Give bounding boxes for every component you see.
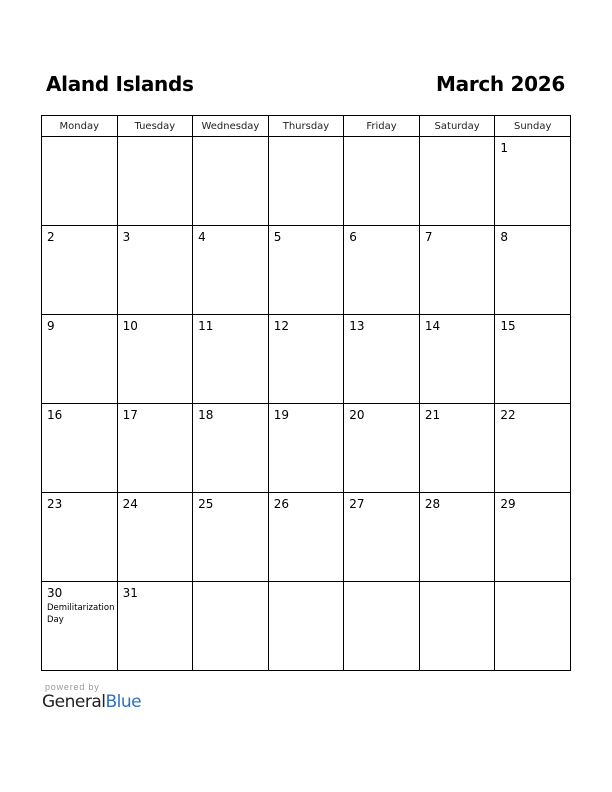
day-cell [42, 226, 118, 315]
day-number: 28 [424, 497, 441, 511]
day-number: 10 [122, 319, 138, 333]
day-number: 20 [349, 408, 365, 422]
day-cell [495, 493, 571, 582]
day-cell [495, 315, 571, 404]
day-cell [419, 137, 495, 226]
day-number: 15 [500, 319, 516, 333]
brand-blue-text: Blue [105, 692, 142, 712]
week-row [42, 137, 571, 226]
powered-by-label: powered by [45, 682, 100, 692]
calendar-grid [41, 115, 571, 671]
brand-logo [42, 692, 141, 712]
day-number: 11 [198, 319, 214, 333]
footer-branding [42, 682, 141, 712]
day-number: 31 [122, 586, 138, 600]
day-cell [419, 315, 495, 404]
day-number: 25 [198, 497, 214, 511]
week-row [42, 404, 571, 493]
day-number: 19 [273, 408, 289, 422]
day-number: 22 [500, 408, 516, 422]
day-number: 3 [122, 230, 131, 244]
day-cell [419, 226, 495, 315]
day-number: 2 [47, 230, 55, 244]
weekday-tuesday: Tuesday [117, 116, 193, 137]
day-cell [42, 137, 118, 226]
day-cell [117, 493, 193, 582]
day-number: 12 [273, 319, 289, 333]
weekday-sunday: Sunday [495, 116, 571, 137]
day-cell [193, 582, 269, 671]
day-cell [193, 226, 269, 315]
day-number: 4 [198, 230, 206, 244]
day-cell [117, 315, 193, 404]
week-row [42, 226, 571, 315]
day-cell [268, 137, 344, 226]
day-number: 27 [349, 497, 365, 511]
week-row [42, 582, 571, 671]
day-number: 30 [47, 586, 63, 600]
day-number: 6 [349, 230, 357, 244]
day-cell [117, 582, 193, 671]
day-cell [495, 137, 571, 226]
day-cell [193, 137, 269, 226]
brand-general-text: General [42, 692, 106, 712]
weekday-saturday: Saturday [419, 116, 495, 137]
weekday-header-row [42, 116, 571, 137]
day-number: 21 [424, 408, 441, 422]
day-cell [419, 493, 495, 582]
day-number: 26 [273, 497, 289, 511]
day-number: 18 [198, 408, 214, 422]
day-cell [42, 582, 118, 671]
day-cell [268, 493, 344, 582]
day-cell [42, 404, 118, 493]
day-cell [193, 315, 269, 404]
day-number: 9 [47, 319, 55, 333]
weekday-wednesday: Wednesday [193, 116, 269, 137]
day-cell [344, 226, 420, 315]
day-number: 24 [122, 497, 138, 511]
day-number: 1 [500, 141, 509, 155]
day-number: 5 [273, 230, 282, 244]
weekday-thursday: Thursday [268, 116, 344, 137]
day-number: 14 [424, 319, 441, 333]
weekday-monday: Monday [42, 116, 118, 137]
day-number: 29 [500, 497, 516, 511]
day-cell [117, 404, 193, 493]
day-cell [268, 582, 344, 671]
weekday-friday: Friday [344, 116, 420, 137]
day-cell [495, 226, 571, 315]
day-cell [268, 315, 344, 404]
day-cell [419, 582, 495, 671]
week-row [42, 493, 571, 582]
day-number: 7 [424, 230, 433, 244]
day-cell [193, 493, 269, 582]
day-cell [344, 493, 420, 582]
day-number: 16 [47, 408, 63, 422]
week-row [42, 315, 571, 404]
region-title: Aland Islands [46, 72, 194, 96]
day-cell [344, 404, 420, 493]
day-cell [42, 315, 118, 404]
day-cell [42, 493, 118, 582]
day-cell [344, 137, 420, 226]
day-cell [268, 226, 344, 315]
day-cell [344, 315, 420, 404]
day-number: 17 [122, 408, 138, 422]
day-cell [419, 404, 495, 493]
day-cell [117, 137, 193, 226]
day-cell [495, 582, 571, 671]
holiday-label: Demilitarization Day [47, 603, 115, 625]
day-number: 8 [500, 230, 509, 244]
day-cell [344, 582, 420, 671]
month-title: March 2026 [436, 72, 565, 96]
day-cell [268, 404, 344, 493]
day-cell [117, 226, 193, 315]
day-number: 23 [47, 497, 63, 511]
day-cell [193, 404, 269, 493]
day-number: 13 [349, 319, 365, 333]
day-cell [495, 404, 571, 493]
